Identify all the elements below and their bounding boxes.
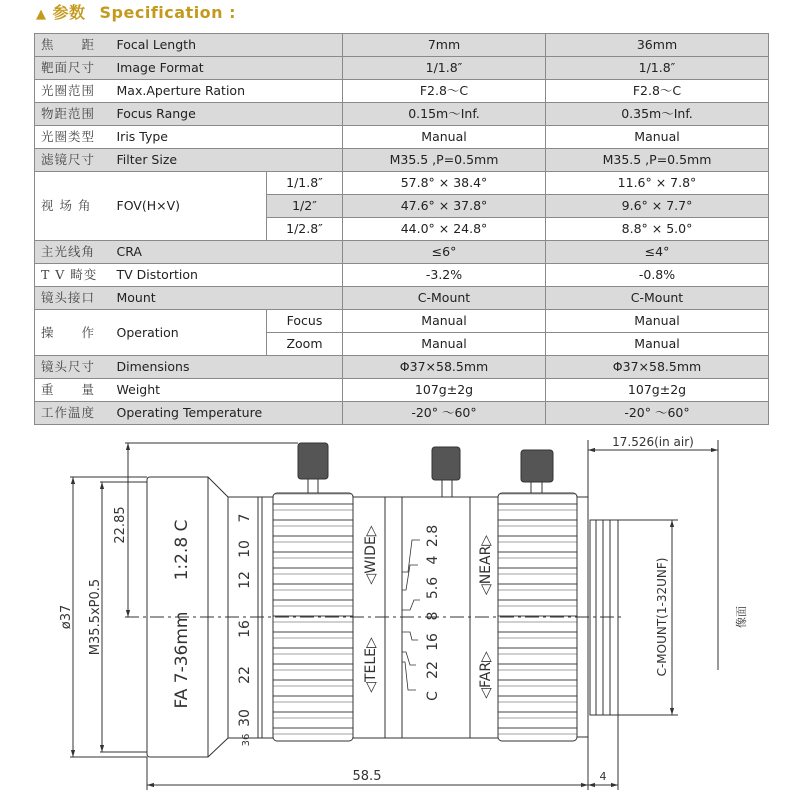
row-label-en: Mount bbox=[111, 287, 343, 310]
value-36mm: 107g±2g bbox=[546, 379, 769, 402]
value-36mm: Manual bbox=[546, 310, 769, 333]
sub-label: Focus bbox=[267, 310, 343, 333]
section-title: ▲ 参数 Specification : bbox=[36, 3, 237, 22]
near-label: ◁NEAR▷ bbox=[478, 534, 494, 596]
aperture-mark: 1:2.8 C bbox=[172, 519, 192, 581]
value-36mm: C-Mount bbox=[546, 287, 769, 310]
dim-length: 58.5 bbox=[352, 769, 382, 784]
row-label-cn: T V 畸变 bbox=[35, 264, 111, 287]
table-row bbox=[35, 356, 769, 379]
iris-scale-mark: 16 bbox=[425, 633, 441, 651]
mount-label: C-MOUNT(1-32UNF) bbox=[655, 557, 669, 677]
value-36mm: 9.6° × 7.7° bbox=[546, 195, 769, 218]
dim-mount-length: 4 bbox=[599, 770, 607, 783]
iris-scale-mark: 22 bbox=[425, 661, 441, 679]
tele-label: ◁TELE▷ bbox=[363, 637, 379, 693]
table-row bbox=[35, 310, 769, 333]
zoom-scale-mark: 7 bbox=[237, 513, 253, 523]
dim-thread: M35.5xP0.5 bbox=[88, 578, 103, 656]
row-label-cn: 光圈范围 bbox=[35, 80, 111, 103]
value-36mm: ≤4° bbox=[546, 241, 769, 264]
iris-lock-knob bbox=[432, 447, 460, 497]
table-row bbox=[35, 264, 769, 287]
row-label-cn: 视 场 角 bbox=[35, 172, 111, 241]
zoom-scale-mark: 10 bbox=[237, 540, 253, 558]
row-label-cn: 操 作 bbox=[35, 310, 111, 356]
table-row bbox=[35, 34, 769, 57]
dim-diameter: ø37 bbox=[59, 604, 74, 630]
value-36mm: 1/1.8″ bbox=[546, 57, 769, 80]
row-label-en: Image Format bbox=[111, 57, 343, 80]
value-36mm: 36mm bbox=[546, 34, 769, 57]
zoom-scale-mark: 30 bbox=[237, 709, 253, 727]
sub-label: Zoom bbox=[267, 333, 343, 356]
row-label-en: Iris Type bbox=[111, 126, 343, 149]
row-label-cn: 重 量 bbox=[35, 379, 111, 402]
value-7mm: Manual bbox=[343, 126, 546, 149]
row-label-en: Operating Temperature bbox=[111, 402, 343, 425]
row-label-en: Focus Range bbox=[111, 103, 343, 126]
row-label-cn: 主光线角 bbox=[35, 241, 111, 264]
table-row bbox=[35, 126, 769, 149]
value-36mm: Φ37×58.5mm bbox=[546, 356, 769, 379]
value-7mm: Manual bbox=[343, 333, 546, 356]
row-label-en: CRA bbox=[111, 241, 343, 264]
zoom-scale-mark: 36 bbox=[241, 733, 252, 747]
focus-lock-knob bbox=[521, 450, 553, 493]
row-label-cn: 靶面尺寸 bbox=[35, 57, 111, 80]
zoom-lock-knob bbox=[298, 443, 328, 493]
sub-label: 1/1.8″ bbox=[267, 172, 343, 195]
value-7mm: M35.5 ,P=0.5mm bbox=[343, 149, 546, 172]
iris-scale-mark: 8 bbox=[425, 611, 441, 621]
table-row bbox=[35, 379, 769, 402]
zoom-scale-mark: 16 bbox=[237, 620, 253, 638]
table-row bbox=[35, 402, 769, 425]
value-36mm: 0.35m～Inf. bbox=[546, 103, 769, 126]
value-36mm: 8.8° × 5.0° bbox=[546, 218, 769, 241]
row-label-en: FOV(H×V) bbox=[111, 172, 267, 241]
value-7mm: 57.8° × 38.4° bbox=[343, 172, 546, 195]
zoom-ring bbox=[273, 493, 353, 741]
value-36mm: Manual bbox=[546, 333, 769, 356]
spec-table bbox=[34, 33, 769, 425]
row-label-en: Max.Aperture Ration bbox=[111, 80, 343, 103]
iris-scale-mark: 4 bbox=[425, 555, 441, 565]
value-7mm: -3.2% bbox=[343, 264, 546, 287]
triangle-icon: ▲ bbox=[36, 7, 47, 22]
value-7mm: 47.6° × 37.8° bbox=[343, 195, 546, 218]
row-label-en: TV Distortion bbox=[111, 264, 343, 287]
focus-ring bbox=[498, 493, 577, 741]
value-7mm: Φ37×58.5mm bbox=[343, 356, 546, 379]
value-7mm: C-Mount bbox=[343, 287, 546, 310]
row-label-en: Weight bbox=[111, 379, 343, 402]
row-label-cn: 焦 距 bbox=[35, 34, 111, 57]
wide-label: ◁WIDE▷ bbox=[363, 525, 379, 585]
table-row bbox=[35, 103, 769, 126]
value-36mm: -20° ～60° bbox=[546, 402, 769, 425]
row-label-cn: 滤镜尺寸 bbox=[35, 149, 111, 172]
value-7mm: 7mm bbox=[343, 34, 546, 57]
sub-label: 1/2.8″ bbox=[267, 218, 343, 241]
table-row bbox=[35, 57, 769, 80]
value-7mm: ≤6° bbox=[343, 241, 546, 264]
table-row bbox=[35, 241, 769, 264]
row-label-en: Filter Size bbox=[111, 149, 343, 172]
row-label-cn: 物距范围 bbox=[35, 103, 111, 126]
row-label-cn: 镜头尺寸 bbox=[35, 356, 111, 379]
value-36mm: 11.6° × 7.8° bbox=[546, 172, 769, 195]
row-label-cn: 镜头接口 bbox=[35, 287, 111, 310]
value-36mm: F2.8～C bbox=[546, 80, 769, 103]
iris-scale-mark: C bbox=[425, 691, 441, 701]
value-7mm: 107g±2g bbox=[343, 379, 546, 402]
iris-scale-mark: 5.6 bbox=[425, 576, 441, 600]
zoom-scale-mark: 22 bbox=[237, 666, 253, 684]
row-label-cn: 光圈类型 bbox=[35, 126, 111, 149]
image-plane-label: 像面 bbox=[735, 606, 748, 628]
iris-scale-mark: 2.8 bbox=[425, 524, 441, 548]
value-36mm: Manual bbox=[546, 126, 769, 149]
sub-label: 1/2″ bbox=[267, 195, 343, 218]
value-7mm: 0.15m～Inf. bbox=[343, 103, 546, 126]
value-36mm: M35.5 ,P=0.5mm bbox=[546, 149, 769, 172]
row-label-en: Focal Length bbox=[111, 34, 343, 57]
value-7mm: 1/1.8″ bbox=[343, 57, 546, 80]
row-label-cn: 工作温度 bbox=[35, 402, 111, 425]
zoom-scale-mark: 12 bbox=[237, 571, 253, 589]
table-row bbox=[35, 172, 769, 195]
table-row bbox=[35, 80, 769, 103]
far-label: ◁FAR▷ bbox=[478, 651, 494, 699]
row-label-en: Dimensions bbox=[111, 356, 343, 379]
value-7mm: -20° ～60° bbox=[343, 402, 546, 425]
lens-model: FA 7-36mm bbox=[172, 611, 192, 709]
value-7mm: F2.8～C bbox=[343, 80, 546, 103]
dim-height: 22.85 bbox=[113, 506, 128, 544]
table-row bbox=[35, 149, 769, 172]
table-row bbox=[35, 287, 769, 310]
dim-flange: 17.526(in air) bbox=[612, 435, 694, 449]
value-36mm: -0.8% bbox=[546, 264, 769, 287]
lens-dimension-drawing bbox=[0, 430, 800, 800]
value-7mm: 44.0° × 24.8° bbox=[343, 218, 546, 241]
value-7mm: Manual bbox=[343, 310, 546, 333]
row-label-en: Operation bbox=[111, 310, 267, 356]
